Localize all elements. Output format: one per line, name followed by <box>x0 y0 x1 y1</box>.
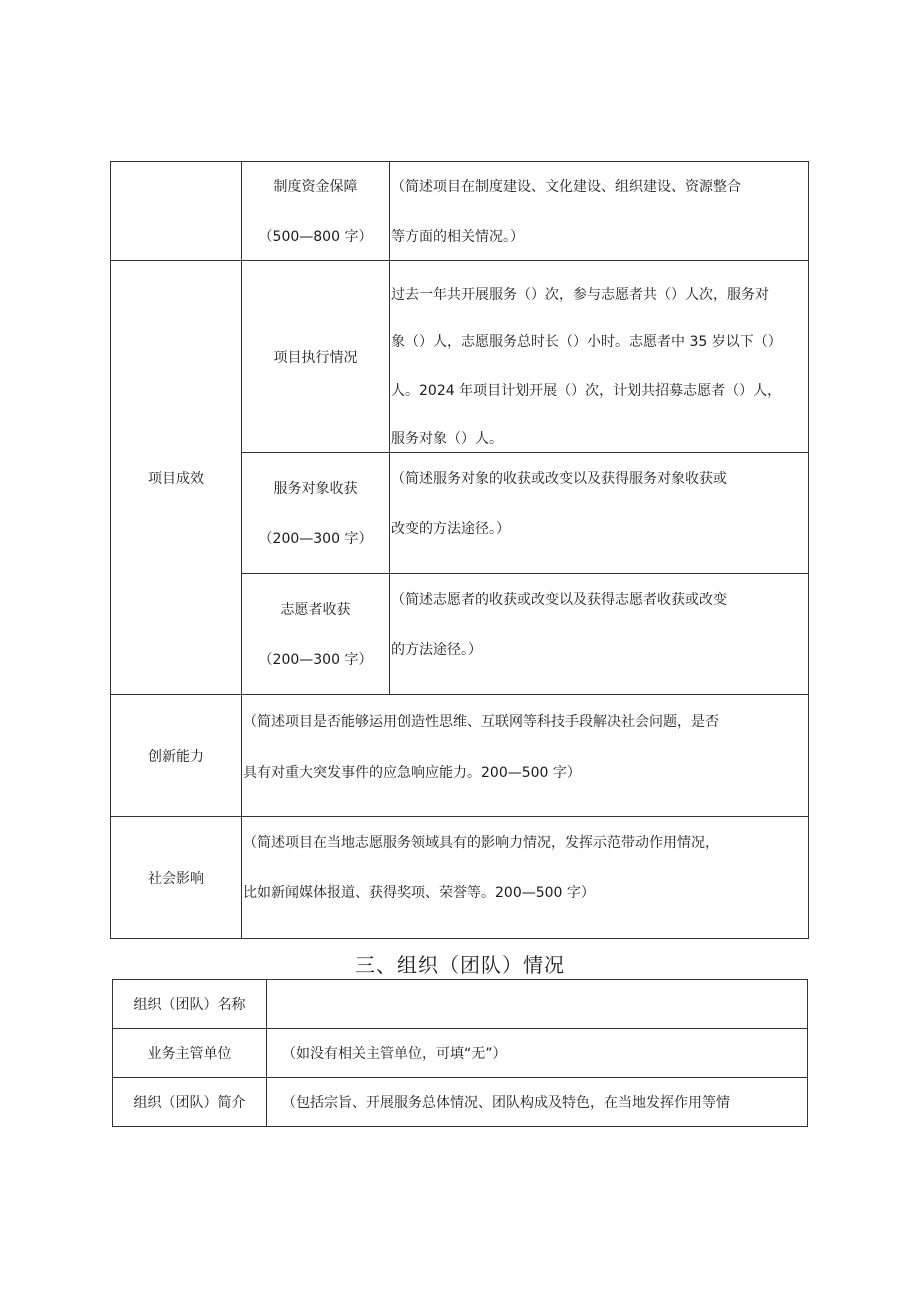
shehui-desc-line-1: （简述项目在当地志愿服务领域具有的影响力情况，发挥示范带动作用情况， <box>243 835 719 851</box>
chuangxin-desc-line-1: （简述项目是否能够运用创造性思维、互联网等科技手段解决社会问题，是否 <box>243 714 719 730</box>
zhixing-desc-line-2: 象（）人，志愿服务总时长（）小时。志愿者中 35 岁以下（） <box>391 334 782 350</box>
zhidu-desc-line-1: （简述项目在制度建设、文化建设、组织建设、资源整合 <box>391 179 741 195</box>
zhixing-desc-line-3: 人。2024 年项目计划开展（）次，计划共招募志愿者（）人， <box>391 383 782 399</box>
zhixing-label: 项目执行情况 <box>273 349 358 366</box>
zhixing-desc-line-1: 过去一年共开展服务（）次，参与志愿者共（）人次，服务对 <box>391 287 769 303</box>
chuangxin-desc-line-2: 具有对重大突发事件的应急响应能力。200—500 字） <box>243 765 581 781</box>
fuwuduixiang-desc-line-2: 改变的方法途径。） <box>391 521 510 537</box>
chengxiao-label-cell <box>111 261 241 694</box>
fuwuduixiang-desc-line-1: （简述服务对象的收获或改变以及获得服务对象收获或 <box>391 471 727 487</box>
chuangxin-label: 创新能力 <box>148 748 204 765</box>
table-border-right <box>808 161 809 939</box>
chuangxin-label-cell <box>111 695 241 816</box>
org-name-label-cell <box>113 980 266 1028</box>
zhixing-desc-line-4: 服务对象（）人。 <box>391 431 503 447</box>
org-intro-label: 组织（团队）简介 <box>133 1095 246 1111</box>
zhidu-label-cell <box>242 162 389 260</box>
table-border-bottom <box>112 1126 808 1127</box>
org-intro-value[interactable]: （包括宗旨、开展服务总体情况、团队构成及特色，在当地发挥作用等情 <box>282 1095 730 1111</box>
fuwuduixiang-label: 服务对象收获 <box>273 481 358 497</box>
zhiyuanzhe-label-cell <box>242 574 389 694</box>
table-border-bottom <box>110 938 809 939</box>
section3-title: 三、组织（团队）情况 <box>355 953 565 977</box>
org-intro-label-cell <box>113 1078 266 1126</box>
table-column-rule <box>266 979 267 1127</box>
shehui-label-cell <box>111 817 241 938</box>
shehui-label: 社会影响 <box>148 870 204 887</box>
org-name-label: 组织（团队）名称 <box>133 997 246 1013</box>
zhidu-limit: （500—800 字） <box>258 229 373 245</box>
fuwuduixiang-limit: （200—300 字） <box>258 531 373 547</box>
zhiyuanzhe-label: 志愿者收获 <box>280 602 351 618</box>
fuwuduixiang-label-cell <box>242 453 389 573</box>
zhidu-desc-line-2: 等方面的相关情况。） <box>391 229 524 245</box>
shehui-desc-line-2: 比如新闻媒体报道、获得奖项、荣誉等。200—500 字） <box>243 885 595 901</box>
supervisor-label-cell <box>113 1029 266 1077</box>
table-border-right <box>807 979 808 1127</box>
zhiyuanzhe-desc-line-1: （简述志愿者的收获或改变以及获得志愿者收获或改变 <box>391 592 727 608</box>
supervisor-label: 业务主管单位 <box>147 1046 232 1062</box>
zhidu-label: 制度资金保障 <box>273 179 358 195</box>
zhiyuanzhe-limit: （200—300 字） <box>258 652 373 668</box>
supervisor-value[interactable]: （如没有相关主管单位，可填“无”） <box>282 1046 507 1062</box>
table-column-rule <box>389 161 390 695</box>
table-border-top <box>110 161 809 162</box>
zhiyuanzhe-desc-line-2: 的方法途径。） <box>391 642 482 658</box>
zhixing-label-cell <box>242 261 389 452</box>
chengxiao-label: 项目成效 <box>148 470 204 487</box>
